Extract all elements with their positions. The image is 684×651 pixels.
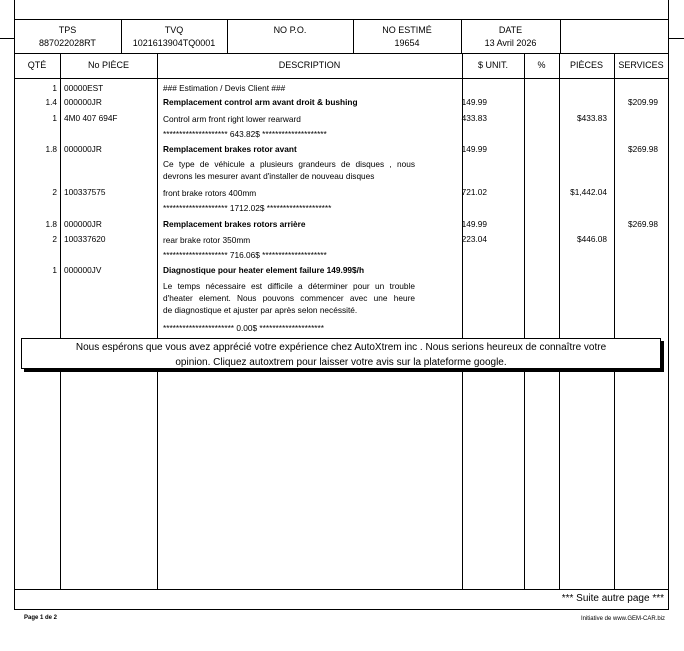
row-8-desc: rear brake rotor 350mm	[163, 235, 251, 245]
row-1-services: $209.99	[628, 97, 658, 107]
row-5-part: 100337575	[64, 187, 106, 197]
row-2-desc: Control arm front right lower rearward	[163, 114, 301, 124]
date-label: DATE	[498, 25, 523, 35]
rotor-note: Ce type de véhicule a plusieurs grandeurs de disques , nous devrons les mesurer avant d'installer de nouveau disques	[163, 159, 415, 181]
col-part-header: No PIÈCE	[87, 60, 129, 70]
row-3-subtotal: ******************** 643.82$ ********************	[163, 129, 327, 139]
tvq-label: TVQ	[164, 25, 184, 35]
row-1-unit: 149.99	[461, 97, 487, 107]
row-10-qty: 1	[52, 265, 57, 275]
row-7-unit: 149.99	[461, 219, 487, 229]
row-8-qty: 2	[52, 234, 57, 244]
continued-label: *** Suite autre page ***	[561, 593, 664, 604]
row-0-desc: ### Estimation / Devis Client ###	[163, 83, 286, 93]
row-1-qty: 1.4	[45, 97, 57, 107]
row-1-desc: Remplacement control arm avant droit & bushing	[163, 97, 358, 107]
frame-top	[14, 19, 668, 20]
po-label: NO P.O.	[273, 25, 307, 35]
review-notice-line1: Nous espérons que vous avez apprécié votre expérience chez AutoXtrem inc . Nous serions heureux de connaître votre	[75, 342, 607, 353]
row-2-parts: $433.83	[577, 113, 607, 123]
col-parts-header: PIÈCES	[569, 60, 603, 70]
diagnostic-note: Le temps nécessaire est difficile a déterminer pour un trouble d'heater element. Nous pouvons commencer avec une heure de diagnostique et ajuster par après selon necéssité.	[163, 281, 415, 315]
row-10-desc: Diagnostique pour heater element failure 149.99$/h	[163, 265, 365, 275]
row-5-parts: $1,442.04	[570, 187, 607, 197]
col-description-header: DESCRIPTION	[278, 60, 341, 70]
frame-left	[14, 0, 15, 610]
software-credit: Initiative de www.GEM-CAR.biz	[580, 616, 665, 622]
tps-value: 887022028RT	[39, 38, 96, 48]
tvq-value: 1021613904TQ0001	[132, 38, 216, 48]
row-4-desc: Remplacement brakes rotor avant	[163, 144, 297, 154]
frame-tick-right	[668, 38, 684, 39]
row-11-subtotal: ********************** 0.00$ ********************	[163, 323, 324, 333]
row-7-qty: 1.8	[45, 219, 57, 229]
col-unit-header: $ UNIT.	[477, 60, 508, 70]
row-0-qty: 1	[52, 83, 57, 93]
row-4-qty: 1.8	[45, 144, 57, 154]
row-8-unit: 223.04	[461, 234, 487, 244]
row-8-part: 100337620	[64, 234, 106, 244]
row-5-desc: front brake rotors 400mm	[163, 188, 257, 198]
row-2-unit: 433.83	[461, 113, 487, 123]
review-notice[interactable]	[21, 338, 661, 369]
row-7-part: 000000JR	[64, 219, 102, 229]
row-4-part: 000000JR	[64, 144, 102, 154]
tps-label: TPS	[58, 25, 77, 35]
date-value: 13 Avril 2026	[484, 38, 537, 48]
estimate-label: NO ESTIMÉ	[382, 25, 432, 35]
row-7-desc: Remplacement brakes rotors arrière	[163, 219, 306, 229]
row-2-qty: 1	[52, 113, 57, 123]
row-8-parts: $446.08	[577, 234, 607, 244]
row-7-services: $269.98	[628, 219, 658, 229]
row-9-subtotal: ******************** 716.06$ ********************	[163, 250, 327, 260]
row-4-services: $269.98	[628, 144, 658, 154]
row-0-part: 00000EST	[64, 83, 104, 93]
page-number: Page 1 de 2	[24, 615, 58, 621]
row-2-part: 4M0 407 694F	[64, 113, 118, 123]
estimate-value: 19654	[394, 38, 420, 48]
row-10-part: 000000JV	[64, 265, 102, 275]
frame-right	[668, 0, 669, 610]
row-1-part: 000000JR	[64, 97, 102, 107]
row-5-unit: 721.02	[461, 187, 487, 197]
row-4-unit: 149.99	[461, 144, 487, 154]
col-percent-header: %	[537, 60, 546, 70]
row-5-qty: 2	[52, 187, 57, 197]
col-qty-header: QTÉ	[27, 60, 47, 70]
frame-tick-left	[0, 38, 14, 39]
review-notice-line2: opinion. Cliquez autoxtrem pour laisser votre avis sur la plateforme google.	[175, 357, 507, 368]
col-services-header: SERVICES	[618, 60, 664, 70]
row-6-subtotal: ******************** 1712.02$ ********************	[163, 203, 332, 213]
